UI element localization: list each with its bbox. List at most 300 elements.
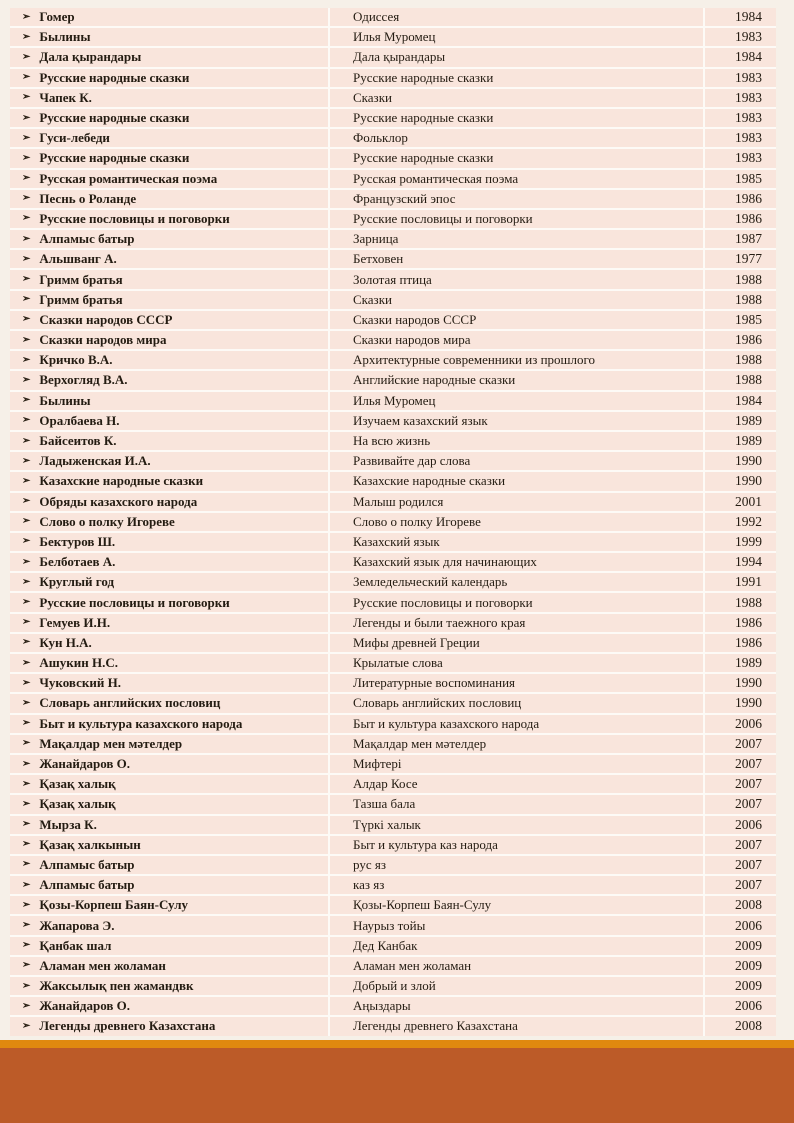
year-cell	[705, 170, 776, 188]
description-cell	[330, 593, 703, 611]
book-year: 1988	[735, 372, 762, 388]
arrow-bullet-icon: ➢	[22, 71, 31, 83]
table-row	[10, 634, 776, 652]
year-cell	[705, 1017, 776, 1035]
table-row	[10, 795, 776, 813]
year-cell	[705, 836, 776, 854]
table-row	[10, 856, 776, 874]
table-row	[10, 472, 776, 490]
year-cell	[705, 916, 776, 934]
description-cell	[330, 694, 703, 712]
arrow-bullet-icon: ➢	[22, 818, 31, 830]
year-cell	[705, 129, 776, 147]
table-row	[10, 493, 776, 511]
book-year: 1983	[735, 89, 762, 105]
book-description: Русские пословицы и поговорки	[353, 594, 533, 610]
book-year: 1988	[735, 352, 762, 368]
book-description: Алдар Косе	[353, 776, 418, 792]
author-title-cell	[10, 836, 328, 854]
book-year: 2007	[735, 796, 762, 812]
table-row	[10, 755, 776, 773]
author-title-cell	[10, 371, 328, 389]
arrow-bullet-icon: ➢	[22, 556, 31, 568]
book-year: 1985	[735, 170, 762, 186]
table-row	[10, 916, 776, 934]
author-title-cell	[10, 190, 328, 208]
arrow-bullet-icon: ➢	[22, 132, 31, 144]
arrow-bullet-icon: ➢	[22, 1020, 31, 1032]
book-description: Крылатые слова	[353, 655, 443, 671]
description-cell	[330, 775, 703, 793]
book-year: 2007	[735, 836, 762, 852]
table-row	[10, 210, 776, 228]
book-author-title: Аламан мен жоламан	[39, 957, 166, 973]
book-description: Қозы-Корпеш Баян-Сулу	[353, 897, 492, 913]
author-title-cell	[10, 573, 328, 591]
table-row	[10, 836, 776, 854]
description-cell	[330, 452, 703, 470]
author-title-cell	[10, 654, 328, 672]
description-cell	[330, 553, 703, 571]
book-author-title: Қазақ халық	[39, 776, 116, 792]
book-list-table	[10, 8, 776, 1036]
description-cell	[330, 937, 703, 955]
book-author-title: Русские народные сказки	[39, 150, 190, 166]
description-cell	[330, 513, 703, 531]
year-cell	[705, 816, 776, 834]
book-author-title: Словарь английских пословиц	[39, 695, 221, 711]
book-description: Дед Канбак	[353, 937, 418, 953]
book-author-title: Гримм братья	[39, 271, 123, 287]
table-row	[10, 28, 776, 46]
table-row	[10, 129, 776, 147]
book-author-title: Былины	[39, 392, 91, 408]
book-year: 2001	[735, 493, 762, 509]
year-cell	[705, 311, 776, 329]
description-cell	[330, 634, 703, 652]
description-cell	[330, 270, 703, 288]
table-row	[10, 593, 776, 611]
year-cell	[705, 190, 776, 208]
book-year: 1988	[735, 594, 762, 610]
book-author-title: Белботаев А.	[39, 554, 116, 570]
author-title-cell	[10, 472, 328, 490]
description-cell	[330, 351, 703, 369]
table-row	[10, 392, 776, 410]
book-description: Сказки народов СССР	[353, 311, 477, 327]
book-author-title: Русские пословицы и поговорки	[39, 594, 230, 610]
book-author-title: Ашукин Н.С.	[39, 655, 118, 671]
book-year: 1977	[735, 251, 762, 267]
year-cell	[705, 593, 776, 611]
book-description: Добрый и злой	[353, 978, 436, 994]
arrow-bullet-icon: ➢	[22, 51, 31, 63]
book-author-title: Обряды казахского народа	[39, 493, 198, 509]
book-author-title: Қазақ халкынын	[39, 836, 141, 852]
book-author-title: Байсеитов К.	[39, 433, 117, 449]
arrow-bullet-icon: ➢	[22, 394, 31, 406]
book-description: Развивайте дар слова	[353, 453, 471, 469]
book-description: Быт и культура казахского народа	[353, 715, 540, 731]
author-title-cell	[10, 816, 328, 834]
table-row	[10, 351, 776, 369]
description-cell	[330, 48, 703, 66]
year-cell	[705, 997, 776, 1015]
arrow-bullet-icon: ➢	[22, 253, 31, 265]
author-title-cell	[10, 250, 328, 268]
description-cell	[330, 493, 703, 511]
arrow-bullet-icon: ➢	[22, 1000, 31, 1012]
arrow-bullet-icon: ➢	[22, 212, 31, 224]
book-description: Зарница	[353, 231, 399, 247]
book-description: Казахские народные сказки	[353, 473, 506, 489]
table-row	[10, 371, 776, 389]
book-year: 1988	[735, 291, 762, 307]
book-year: 1986	[735, 614, 762, 630]
book-author-title: Жанайдаров О.	[39, 998, 131, 1014]
book-description: Словарь английских пословиц	[353, 695, 522, 711]
book-author-title: Чапек К.	[39, 89, 92, 105]
table-row	[10, 190, 776, 208]
year-cell	[705, 149, 776, 167]
author-title-cell	[10, 392, 328, 410]
book-year: 1999	[735, 533, 762, 549]
table-row	[10, 109, 776, 127]
book-author-title: Былины	[39, 29, 91, 45]
book-year: 1983	[735, 150, 762, 166]
author-title-cell	[10, 69, 328, 87]
book-description: Тазша бала	[353, 796, 416, 812]
year-cell	[705, 250, 776, 268]
year-cell	[705, 48, 776, 66]
arrow-bullet-icon: ➢	[22, 233, 31, 245]
author-title-cell	[10, 856, 328, 874]
table-row	[10, 270, 776, 288]
description-cell	[330, 816, 703, 834]
book-year: 2006	[735, 998, 762, 1014]
table-row	[10, 957, 776, 975]
arrow-bullet-icon: ➢	[22, 374, 31, 386]
arrow-bullet-icon: ➢	[22, 778, 31, 790]
description-cell	[330, 28, 703, 46]
year-cell	[705, 614, 776, 632]
book-author-title: Русские народные сказки	[39, 69, 190, 85]
book-author-title: Быт и культура казахского народа	[39, 715, 243, 731]
table-row	[10, 513, 776, 531]
book-description: Малыш родился	[353, 493, 444, 509]
book-author-title: Легенды древнего Казахстана	[39, 1018, 216, 1034]
year-cell	[705, 392, 776, 410]
arrow-bullet-icon: ➢	[22, 959, 31, 971]
description-cell	[330, 69, 703, 87]
author-title-cell	[10, 937, 328, 955]
book-description: Золотая птица	[353, 271, 432, 287]
book-description: Бетховен	[353, 251, 404, 267]
author-title-cell	[10, 109, 328, 127]
year-cell	[705, 472, 776, 490]
book-year: 2008	[735, 897, 762, 913]
book-description: Английские народные сказки	[353, 372, 516, 388]
book-year: 2006	[735, 715, 762, 731]
description-cell	[330, 432, 703, 450]
book-year: 2006	[735, 816, 762, 832]
arrow-bullet-icon: ➢	[22, 939, 31, 951]
table-row	[10, 573, 776, 591]
year-cell	[705, 775, 776, 793]
author-title-cell	[10, 513, 328, 531]
book-description: На всю жизнь	[353, 433, 431, 449]
book-year: 1989	[735, 433, 762, 449]
description-cell	[330, 916, 703, 934]
arrow-bullet-icon: ➢	[22, 152, 31, 164]
book-year: 1989	[735, 412, 762, 428]
year-cell	[705, 291, 776, 309]
book-description: Быт и культура каз народа	[353, 836, 498, 852]
arrow-bullet-icon: ➢	[22, 495, 31, 507]
year-cell	[705, 553, 776, 571]
book-author-title: Слово о полку Игореве	[39, 513, 175, 529]
description-cell	[330, 755, 703, 773]
arrow-bullet-icon: ➢	[22, 657, 31, 669]
book-description: Мифы древней Греции	[353, 634, 480, 650]
book-description: Мифтері	[353, 756, 402, 772]
book-year: 1990	[735, 453, 762, 469]
book-year: 1984	[735, 392, 762, 408]
arrow-bullet-icon: ➢	[22, 273, 31, 285]
book-author-title: Сказки народов СССР	[39, 311, 173, 327]
book-description: Одиссея	[353, 9, 400, 25]
book-description: Наурыз тойы	[353, 917, 426, 933]
year-cell	[705, 351, 776, 369]
description-cell	[330, 957, 703, 975]
description-cell	[330, 876, 703, 894]
description-cell	[330, 392, 703, 410]
book-year: 1986	[735, 210, 762, 226]
description-cell	[330, 472, 703, 490]
book-year: 1987	[735, 231, 762, 247]
author-title-cell	[10, 715, 328, 733]
book-description: Илья Муромец	[353, 29, 436, 45]
book-description: Русские народные сказки	[353, 110, 494, 126]
table-row	[10, 553, 776, 571]
book-description: Земледельческий календарь	[353, 574, 508, 590]
arrow-bullet-icon: ➢	[22, 838, 31, 850]
description-cell	[330, 573, 703, 591]
arrow-bullet-icon: ➢	[22, 91, 31, 103]
year-cell	[705, 896, 776, 914]
description-cell	[330, 836, 703, 854]
arrow-bullet-icon: ➢	[22, 313, 31, 325]
year-cell	[705, 977, 776, 995]
book-author-title: Гемуев И.Н.	[39, 614, 111, 630]
year-cell	[705, 735, 776, 753]
year-cell	[705, 876, 776, 894]
footer-accent-stripe	[0, 1040, 794, 1048]
book-description: Илья Муромец	[353, 392, 436, 408]
arrow-bullet-icon: ➢	[22, 616, 31, 628]
arrow-bullet-icon: ➢	[22, 879, 31, 891]
book-year: 1990	[735, 675, 762, 691]
table-row	[10, 674, 776, 692]
author-title-cell	[10, 674, 328, 692]
year-cell	[705, 210, 776, 228]
table-row	[10, 230, 776, 248]
book-year: 1986	[735, 332, 762, 348]
year-cell	[705, 270, 776, 288]
book-year: 2007	[735, 877, 762, 893]
description-cell	[330, 170, 703, 188]
arrow-bullet-icon: ➢	[22, 293, 31, 305]
book-description: Мақалдар мен мәтелдер	[353, 735, 487, 751]
description-cell	[330, 8, 703, 26]
table-row	[10, 614, 776, 632]
book-description: Сказки	[353, 89, 392, 105]
book-author-title: Жанайдаров О.	[39, 756, 131, 772]
author-title-cell	[10, 493, 328, 511]
book-description: Русские народные сказки	[353, 150, 494, 166]
author-title-cell	[10, 432, 328, 450]
description-cell	[330, 1017, 703, 1035]
footer-band	[0, 1048, 794, 1123]
author-title-cell	[10, 896, 328, 914]
table-row	[10, 997, 776, 1015]
year-cell	[705, 432, 776, 450]
author-title-cell	[10, 876, 328, 894]
table-row	[10, 89, 776, 107]
book-description: Дала қырандары	[353, 49, 446, 65]
year-cell	[705, 674, 776, 692]
author-title-cell	[10, 311, 328, 329]
book-year: 1984	[735, 9, 762, 25]
author-title-cell	[10, 795, 328, 813]
author-title-cell	[10, 997, 328, 1015]
year-cell	[705, 715, 776, 733]
book-description: Изучаем казахский язык	[353, 412, 488, 428]
book-author-title: Песнь о Роланде	[39, 190, 137, 206]
arrow-bullet-icon: ➢	[22, 576, 31, 588]
book-description: Легенды древнего Казахстана	[353, 1018, 518, 1034]
author-title-cell	[10, 170, 328, 188]
book-author-title: Сказки народов мира	[39, 332, 167, 348]
book-author-title: Кун Н.А.	[39, 634, 92, 650]
year-cell	[705, 109, 776, 127]
description-cell	[330, 533, 703, 551]
year-cell	[705, 513, 776, 531]
author-title-cell	[10, 89, 328, 107]
table-row	[10, 311, 776, 329]
book-author-title: Қозы-Корпеш Баян-Сулу	[39, 897, 188, 913]
year-cell	[705, 331, 776, 349]
arrow-bullet-icon: ➢	[22, 758, 31, 770]
book-author-title: Чуковский Н.	[39, 675, 121, 691]
arrow-bullet-icon: ➢	[22, 858, 31, 870]
table-row	[10, 715, 776, 733]
book-author-title: Мақалдар мен мәтелдер	[39, 735, 183, 751]
year-cell	[705, 8, 776, 26]
year-cell	[705, 371, 776, 389]
author-title-cell	[10, 28, 328, 46]
arrow-bullet-icon: ➢	[22, 515, 31, 527]
year-cell	[705, 69, 776, 87]
year-cell	[705, 89, 776, 107]
author-title-cell	[10, 634, 328, 652]
table-row	[10, 654, 776, 672]
author-title-cell	[10, 775, 328, 793]
book-description: каз яз	[353, 877, 385, 893]
book-author-title: Русские пословицы и поговорки	[39, 210, 230, 226]
book-author-title: Бектуров Ш.	[39, 533, 116, 549]
table-row	[10, 149, 776, 167]
author-title-cell	[10, 957, 328, 975]
table-row	[10, 775, 776, 793]
description-cell	[330, 311, 703, 329]
description-cell	[330, 856, 703, 874]
year-cell	[705, 28, 776, 46]
book-author-title: Алпамыс батыр	[39, 877, 135, 893]
book-year: 1986	[735, 634, 762, 650]
book-author-title: Русские народные сказки	[39, 110, 190, 126]
book-description: Казахский язык	[353, 533, 440, 549]
author-title-cell	[10, 270, 328, 288]
table-row	[10, 937, 776, 955]
book-year: 1991	[735, 574, 762, 590]
description-cell	[330, 109, 703, 127]
author-title-cell	[10, 1017, 328, 1035]
author-title-cell	[10, 533, 328, 551]
book-description: Сказки	[353, 291, 392, 307]
arrow-bullet-icon: ➢	[22, 475, 31, 487]
book-author-title: Алпамыс батыр	[39, 856, 135, 872]
book-year: 1983	[735, 110, 762, 126]
book-year: 2007	[735, 776, 762, 792]
year-cell	[705, 795, 776, 813]
arrow-bullet-icon: ➢	[22, 899, 31, 911]
arrow-bullet-icon: ➢	[22, 798, 31, 810]
book-description: Архитектурные современники из прошлого	[353, 352, 596, 368]
book-year: 2009	[735, 978, 762, 994]
author-title-cell	[10, 553, 328, 571]
author-title-cell	[10, 755, 328, 773]
author-title-cell	[10, 8, 328, 26]
author-title-cell	[10, 694, 328, 712]
description-cell	[330, 250, 703, 268]
table-row	[10, 432, 776, 450]
description-cell	[330, 230, 703, 248]
book-author-title: Казахские народные сказки	[39, 473, 204, 489]
table-row	[10, 896, 776, 914]
year-cell	[705, 533, 776, 551]
book-description: Казахский язык для начинающих	[353, 554, 537, 570]
book-author-title: Дала қырандары	[39, 49, 142, 65]
book-author-title: Круглый год	[39, 574, 115, 590]
author-title-cell	[10, 452, 328, 470]
book-description: Аңыздары	[353, 998, 411, 1014]
table-row	[10, 69, 776, 87]
description-cell	[330, 89, 703, 107]
arrow-bullet-icon: ➢	[22, 596, 31, 608]
author-title-cell	[10, 291, 328, 309]
author-title-cell	[10, 331, 328, 349]
year-cell	[705, 493, 776, 511]
description-cell	[330, 210, 703, 228]
author-title-cell	[10, 129, 328, 147]
table-row	[10, 331, 776, 349]
book-author-title: Верхогляд В.А.	[39, 372, 128, 388]
book-author-title: Альшванг А.	[39, 251, 117, 267]
description-cell	[330, 674, 703, 692]
book-year: 2007	[735, 756, 762, 772]
table-row	[10, 533, 776, 551]
